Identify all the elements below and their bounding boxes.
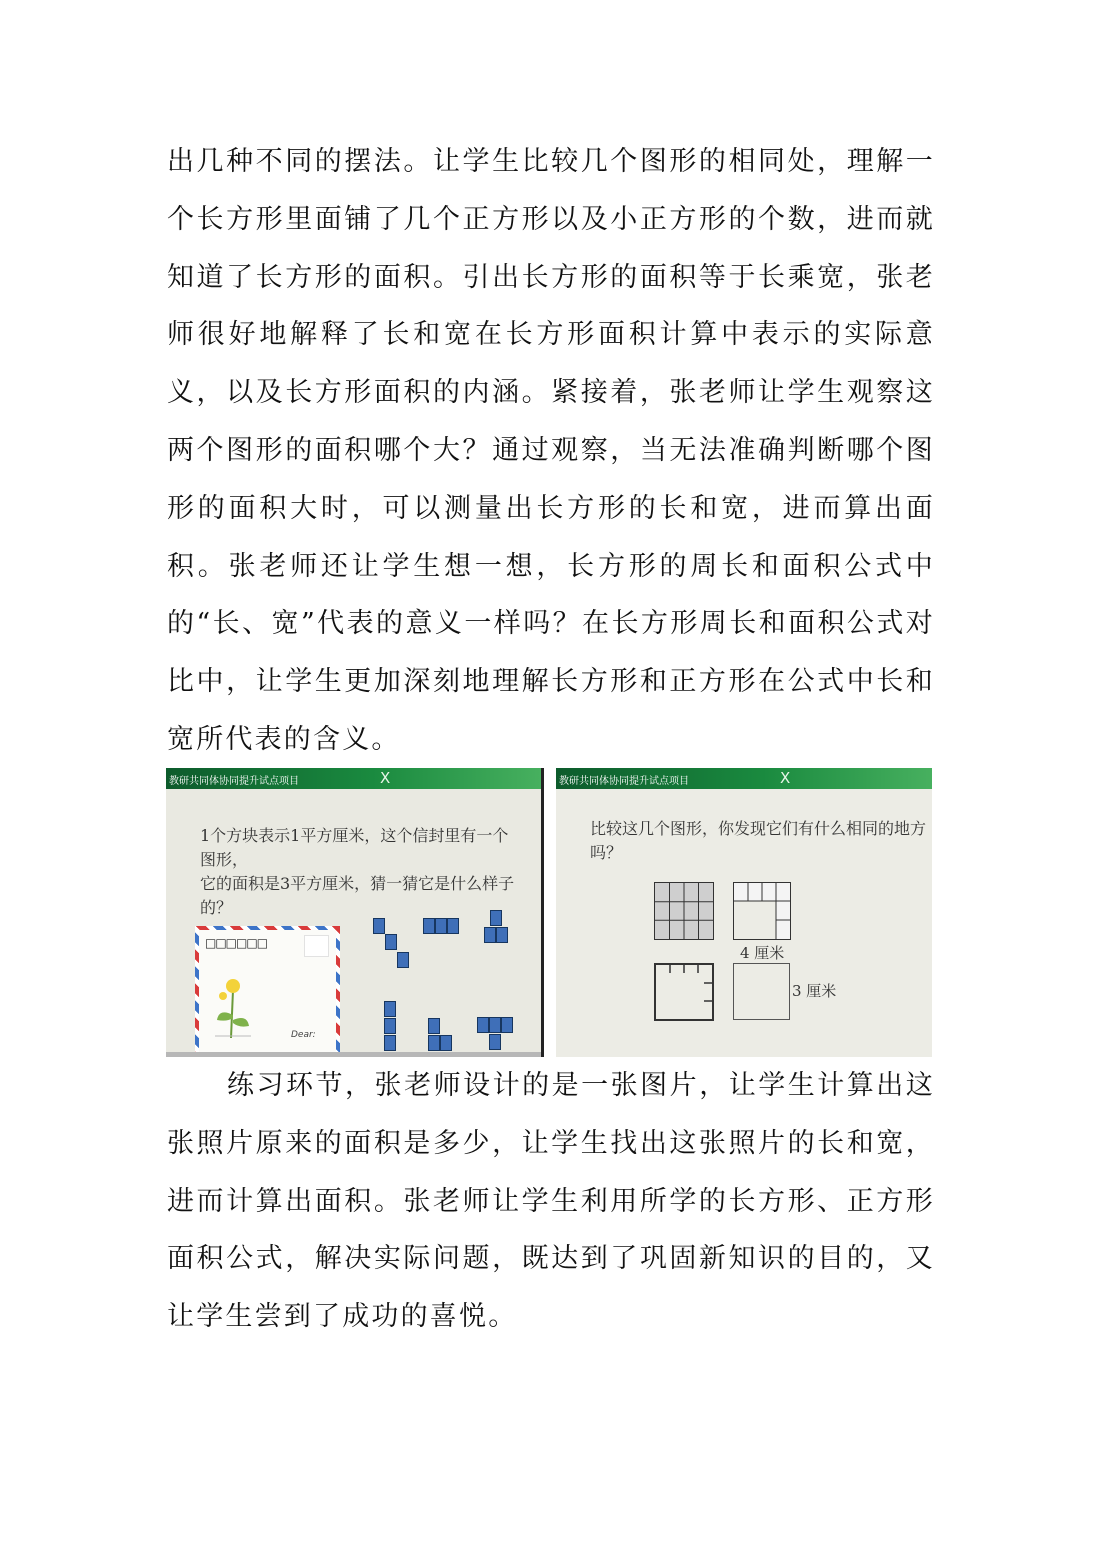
body-paragraph-2: 练习环节，张老师设计的是一张图片，让学生计算出这张照片原来的面积是多少，让学生找出这张照片的长和宽，进而计算出面积。张老师让学生利用所学的长方形、正方形面积公式，解决实际问题，既达到了巩固新知识的目的，又让学生尝到了成功的喜悦。 [167, 1070, 935, 1333]
partial-grid-lines [734, 883, 790, 939]
close-icon: X [780, 769, 791, 787]
slide-screenshot-envelope [166, 768, 544, 1057]
tick-rectangle [654, 963, 714, 1021]
envelope-illustration [195, 926, 340, 1057]
slide-screenshot-rectangles [556, 768, 932, 1057]
question-line: 1个方块表示1平方厘米，这个信封里有一个图形， [200, 826, 509, 869]
postcode-boxes: □□□□□□ [205, 936, 268, 950]
slide-title-bar [166, 768, 541, 789]
question-line: 它的面积是3平方厘米，猜一猜它是什么样子的？ [200, 874, 515, 917]
grid-lines [655, 883, 713, 939]
tick-marks [656, 965, 712, 1019]
plain-rectangle [733, 963, 790, 1020]
stamp-icon [304, 935, 329, 957]
body-paragraph-1: 出几种不同的摆法。让学生比较几个图形的相同处，理解一个长方形里面铺了几个正方形以及小正方形的个数，进而就知道了长方形的面积。引出长方形的面积等于长乘宽，张老师很好地解释了长和宽在长方形面积计算中表示的实际意义，以及长方形面积的内涵。紧接着，张老师让学生观察这两个图形的面积哪个大？通过观察，当无法准确判断哪个图形的面积大时，可以测量出长方形的长和宽，进而算出面积。张老师还让学生想一想，长方形的周长和面积公式中的“长、宽”代表的意义一样吗？在长方形周长和面积公式对比中，让学生更加深刻地理解长方形和正方形在公式中长和宽所代表的含义。 [167, 146, 935, 755]
slide-question [200, 824, 520, 920]
slide-title: 教研共同体协同提升试点项目 [559, 776, 689, 787]
slide-title: 教研共同体协同提升试点项目 [169, 776, 299, 787]
envelope-dear-text: Dear: [291, 1030, 316, 1040]
close-icon: X [380, 769, 391, 787]
slide-question: 比较这几个图形，你发现它们有什么相同的地方吗？ [590, 819, 927, 862]
partial-grid-rectangle [733, 882, 791, 940]
grid-rectangle [654, 882, 714, 940]
width-label: 3 厘米 [792, 982, 837, 1000]
slide-title-bar [556, 768, 932, 789]
flower-icon [209, 970, 259, 1040]
length-label: 4 厘米 [740, 944, 785, 962]
